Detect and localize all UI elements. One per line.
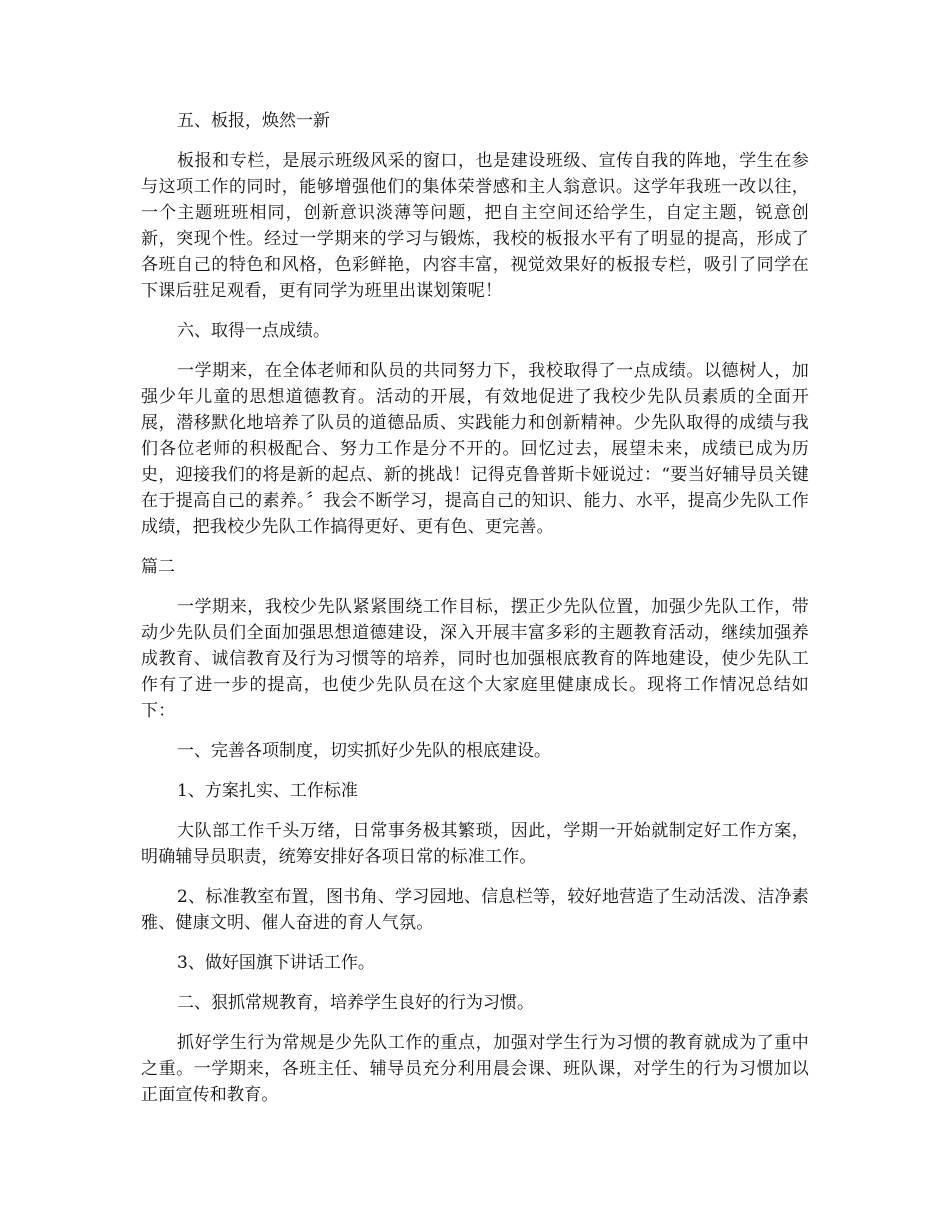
paragraph-routine: 抓好学生行为常规是少先队工作的重点，加强对学生行为习惯的教育就成为了重中之重。一学期来，各班主任、辅导员充分利用晨会课、班队课，对学生的行为习惯加以正面宣传和教育。 xyxy=(141,1033,809,1105)
paragraph-intro: 一学期来，我校少先队紧紧围绕工作目标，摆正少先队位置，加强少先队工作，带动少先队员们全面加强思想道德建设，深入开展丰富多彩的主题教育活动，继续加强养成教育、诚信教育及行为习惯等的培养，同时也加强根底教育的阵地建设，使少先队工作有了进一步的提高，也使少先队员在这个大家庭里健康成长。现将工作情况总结如下： xyxy=(141,597,809,721)
part-title: 篇二 xyxy=(141,557,175,577)
section-heading-routine: 二、狠抓常规教育，培养学生良好的行为习惯。 xyxy=(177,993,534,1013)
section-heading-achievements: 六、取得一点成绩。 xyxy=(177,321,330,341)
paragraph-blackboard: 板报和专栏，是展示班级风采的窗口，也是建设班级、宣传自我的阵地，学生在参与这项工作的同时，能够增强他们的集体荣誉感和主人翁意识。这学年我班一改以往，一个主题班班相同，创新意识淡薄等问题，把自主空间还给学生，自定主题，锐意创新，突现个性。经过一学期来的学习与锻炼，我校的板报水平有了明显的提高，形成了各班自己的特色和风格，色彩鲜艳，内容丰富，视觉效果好的板报专栏，吸引了同学在下课后驻足观看，更有同学为班里出谋划策呢！ xyxy=(141,151,809,301)
section-heading-blackboard: 五、板报，焕然一新 xyxy=(177,111,330,131)
paragraph-classroom: 2、标准教室布置，图书角、学习园地、信息栏等，较好地营造了生动活泼、洁净素雅、健康文明、催人奋进的育人气氛。 xyxy=(141,887,809,933)
subheading-flag-speech: 3、做好国旗下讲话工作。 xyxy=(177,953,375,973)
document-body xyxy=(141,108,809,1122)
subheading-plan: 1、方案扎实、工作标准 xyxy=(177,781,358,801)
section-heading-systems: 一、完善各项制度，切实抓好少先队的根底建设。 xyxy=(177,741,551,761)
paragraph-achievements: 一学期来，在全体老师和队员的共同努力下，我校取得了一点成绩。以德树人，加强少年儿童的思想道德教育。活动的开展，有效地促进了我校少先队员素质的全面开展，潜移默化地培养了队员的道德品质、实践能力和创新精神。少先队取得的成绩与我们各位老师的积极配合、努力工作是分不开的。回忆过去，展望未来，成绩已成为历史，迎接我们的将是新的起点、新的挑战！记得克鲁普斯卡娅说过：“要当好辅导员关键在于提高自己的素养。〞我会不断学习，提高自己的知识、能力、水平，提高少先队工作成绩，把我校少先队工作搞得更好、更有色、更完善。 xyxy=(141,361,809,537)
paragraph-plan: 大队部工作千头万绪，日常事务极其繁琐，因此，学期一开始就制定好工作方案，明确辅导员职责，统筹安排好各项日常的标准工作。 xyxy=(141,821,809,867)
